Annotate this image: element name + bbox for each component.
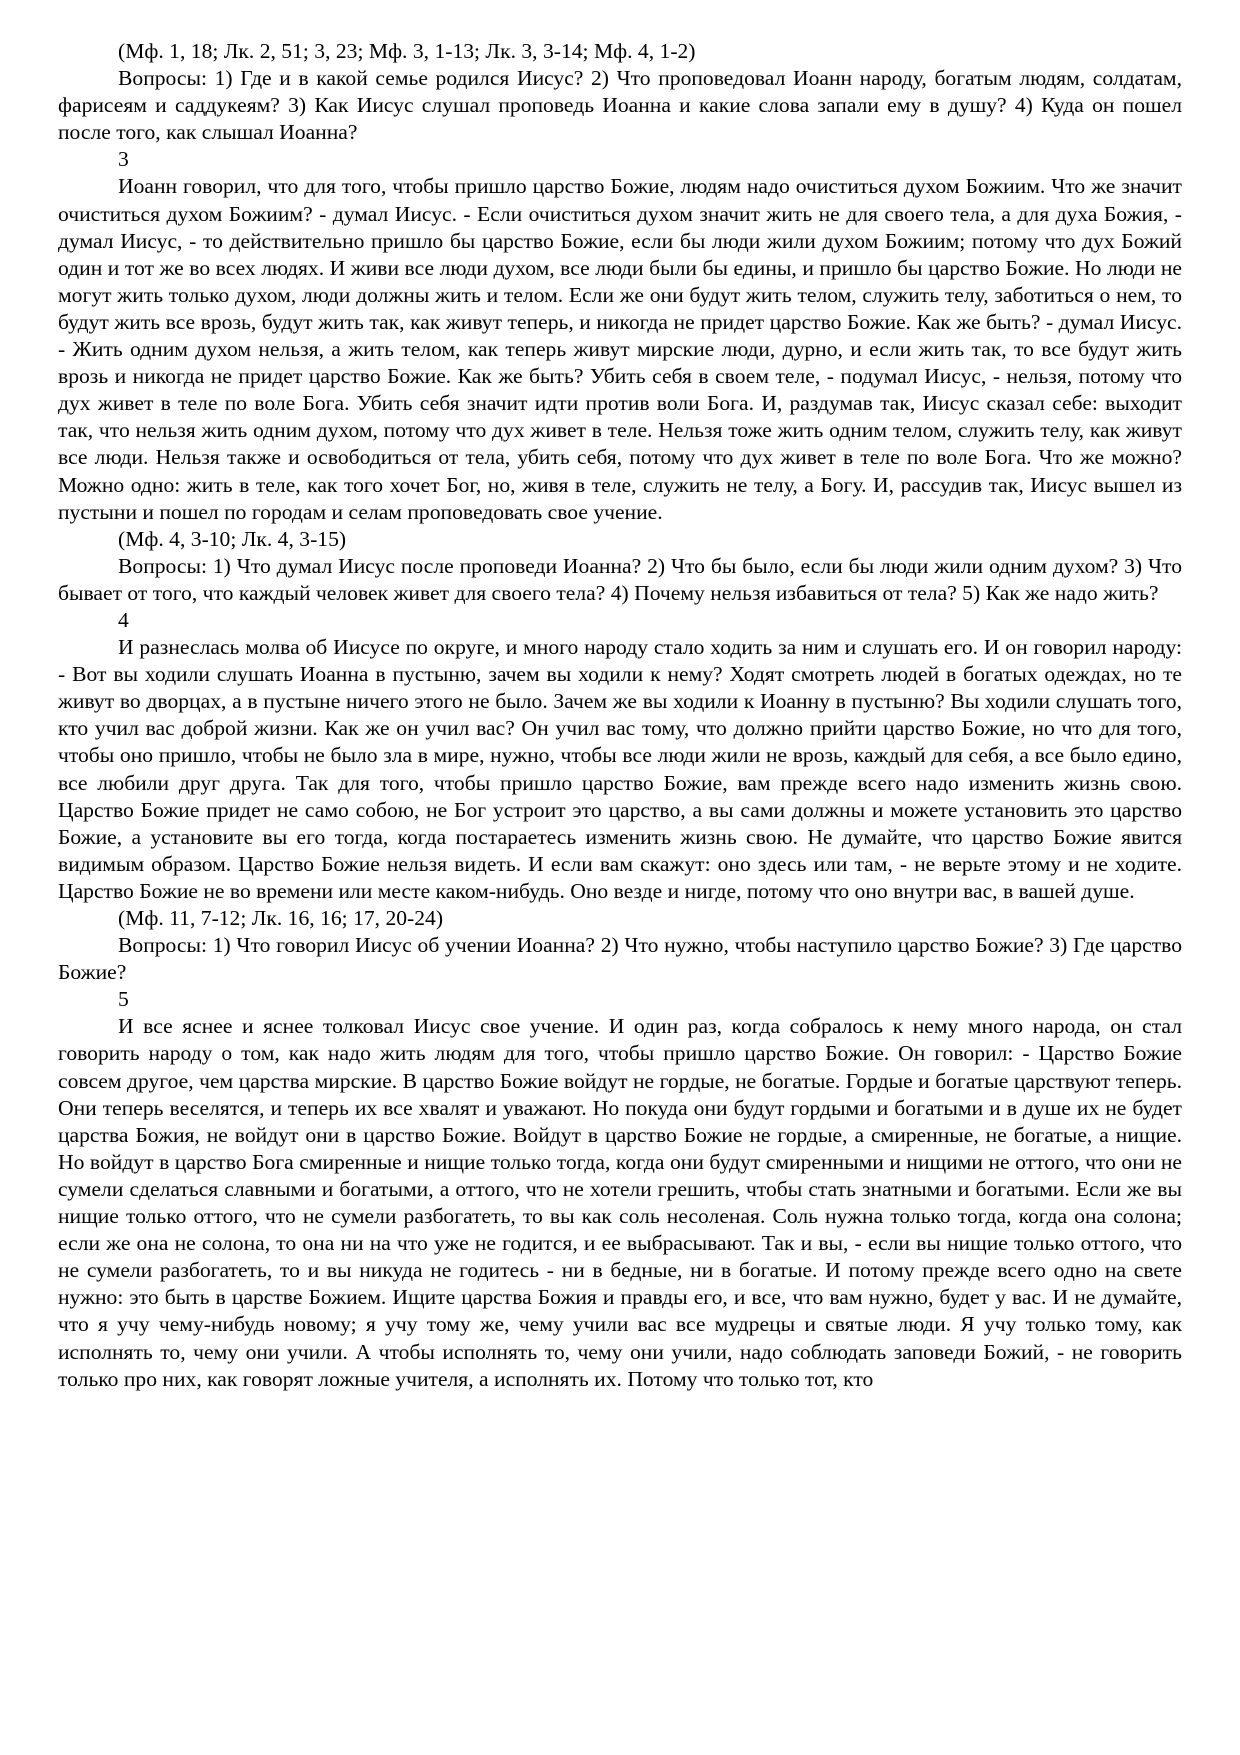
section-number: 5 bbox=[118, 987, 129, 1012]
reference-line: (Мф. 1, 18; Лк. 2, 51; 3, 23; Мф. 3, 1-13; Лк. 3, 3-14; Мф. 4, 1-2) bbox=[118, 39, 696, 63]
body-paragraph: И все яснее и яснее толковал Иисус свое учение. И один раз, когда собралось к нему много народа, он стал говорить народу о том, как надо жить людям для того, чтобы пришло царство Божие. Он говорил: - Царство Божие совсем другое, чем царства мирские. В царство Божие войдут не гордые, не богатые. Гордые и богатые царствуют теперь. Они теперь веселятся, и теперь их все хвалят и уважают. Но покуда они будут гордыми и богатыми и в душе их не будет царства Божия, не войдут они в царство Божие. Войдут в царство Божие не гордые, а смиренные, не богатые, а нищие. Но войдут в царство Бога смиренные и нищие только тогда, когда они будут смиренными и нищими не оттого, что они не сумели сделаться славными и богатыми, а оттого, что не хотели грешить, чтобы стать знатными и богатыми. Если же вы нищие только оттого, что не сумели разбогатеть, то вы как соль несоленая. Соль нужна только тогда, когда она солона; если же она не солона, то она ни на что уже не годится, и ее выбрасывают. Так и вы, - если вы нищие только оттого, что не сумели разбогатеть, то и вы никуда не годитесь - ни в бедные, ни в богатые. И потому прежде всего одно на свете нужно: это быть в царстве Божием. Ищите царства Божия и правды его, и все, что вам нужно, будет у вас. И не думайте, что я учу чему-нибудь новому; я учу тому же, чему учили вас все мудрецы и святые люди. Я учу только тому, как исполнять то, чему они учили. А чтобы исполнять то, чему они учили, надо соблюдать заповеди Божий, - не говорить только про них, как говорят ложные учителя, а исполнять их. Потому что только тот, кто bbox=[58, 1014, 1182, 1391]
body-paragraph: Иоанн говорил, что для того, чтобы пришло царство Божие, людям надо очиститься духом Божиим. Что же значит очиститься духом Божиим? - думал Иисус. - Если очиститься духом значит жить не для своего тела, а для духа Божия, - думал Иисус, - то действительно пришло бы царство Божие, если бы люди жили духом Божиим; потому что дух Божий один и тот же во всех людях. И живи все люди духом, все люди были бы едины, и пришло бы царство Божие. Но люди не могут жить только духом, люди должны жить и телом. Если же они будут жить телом, служить телу, заботиться о нем, то будут жить все врозь, будут жить так, как живут теперь, и никогда не придет царство Божие. Как же быть? - думал Иисус. - Жить одним духом нельзя, а жить телом, как теперь живут мирские люди, дурно, и если жить так, то все будут жить врозь и никогда не придет царство Божие. Как же быть? Убить себя в своем теле, - подумал Иисус, - нельзя, потому что дух живет в теле по воле Бога. Убить себя значит идти против воли Бога. И, раздумав так, Иисус сказал себе: выходит так, что нельзя жить одним духом, потому что дух живет в теле. Нельзя тоже жить одним телом, служить телу, как живут все люди. Нельзя также и освободиться от тела, убить себя, потому что дух живет в теле по воле Бога. Что же можно? Можно одно: жить в теле, как того хочет Бог, но, живя в теле, служить не телу, а Богу. И, рассудив так, Иисус вышел из пустыни и пошел по городам и селам проповедовать свое учение. bbox=[58, 174, 1182, 524]
questions-paragraph: Вопросы: 1) Где и в какой семье родился Иисус? 2) Что проповедовал Иоанн народу, богатым людям, солдатам, фарисеям и саддукеям? 3) Как Иисус слушал проповедь Иоанна и какие слова запали ему в душу? 4) Куда он пошел после того, как слышал Иоанна? bbox=[58, 66, 1182, 145]
reference-line: (Мф. 11, 7-12; Лк. 16, 16; 17, 20-24) bbox=[118, 906, 444, 930]
body-paragraph: И разнеслась молва об Иисусе по округе, и много народу стало ходить за ним и слушать его. И он говорил народу: - Вот вы ходили слушать Иоанна в пустыню, зачем вы ходили к нему? Ходят смотреть людей в богатых одеждах, но те живут во дворцах, а в пустыне ничего этого не было. Зачем же вы ходили к Иоанну в пустыню? Вы ходили слушать того, кто учил вас доброй жизни. Как же он учил вас? Он учил вас тому, что должно прийти царство Божие, но что для того, чтобы оно пришло, чтобы не было зла в мире, нужно, чтобы все люди жили не врозь, каждый для себя, а все было едино, все любили друг друга. Так для того, чтобы пришло царство Божие, вам прежде всего надо изменить жизнь свою. Царство Божие придет не само собою, не Бог устроит это царство, а вы сами должны и можете установить это царство Божие, а установите вы его тогда, когда постараетесь изменить жизнь свою. Не думайте, что царство Божие явится видимым образом. Царство Божие нельзя видеть. И если вам скажут: оно здесь или там, - не верьте этому и не ходите. Царство Божие не во времени или месте каком-нибудь. Оно везде и нигде, потому что оно внутри вас, в вашей душе. bbox=[58, 635, 1182, 903]
section-number: 3 bbox=[118, 147, 129, 172]
document-page bbox=[58, 38, 1182, 1393]
questions-paragraph: Вопросы: 1) Что говорил Иисус об учении Иоанна? 2) Что нужно, чтобы наступило царство Божие? 3) Где царство Божие? bbox=[58, 933, 1182, 985]
reference-line: (Мф. 4, 3-10; Лк. 4, 3-15) bbox=[118, 526, 347, 551]
questions-paragraph: Вопросы: 1) Что думал Иисус после проповеди Иоанна? 2) Что бы было, если бы люди жили одним духом? 3) Что бывает от того, что каждый человек живет для своего тела? 4) Почему нельзя избавиться от тела? 5) Как же надо жить? bbox=[58, 553, 1182, 605]
section-number: 4 bbox=[118, 607, 129, 632]
